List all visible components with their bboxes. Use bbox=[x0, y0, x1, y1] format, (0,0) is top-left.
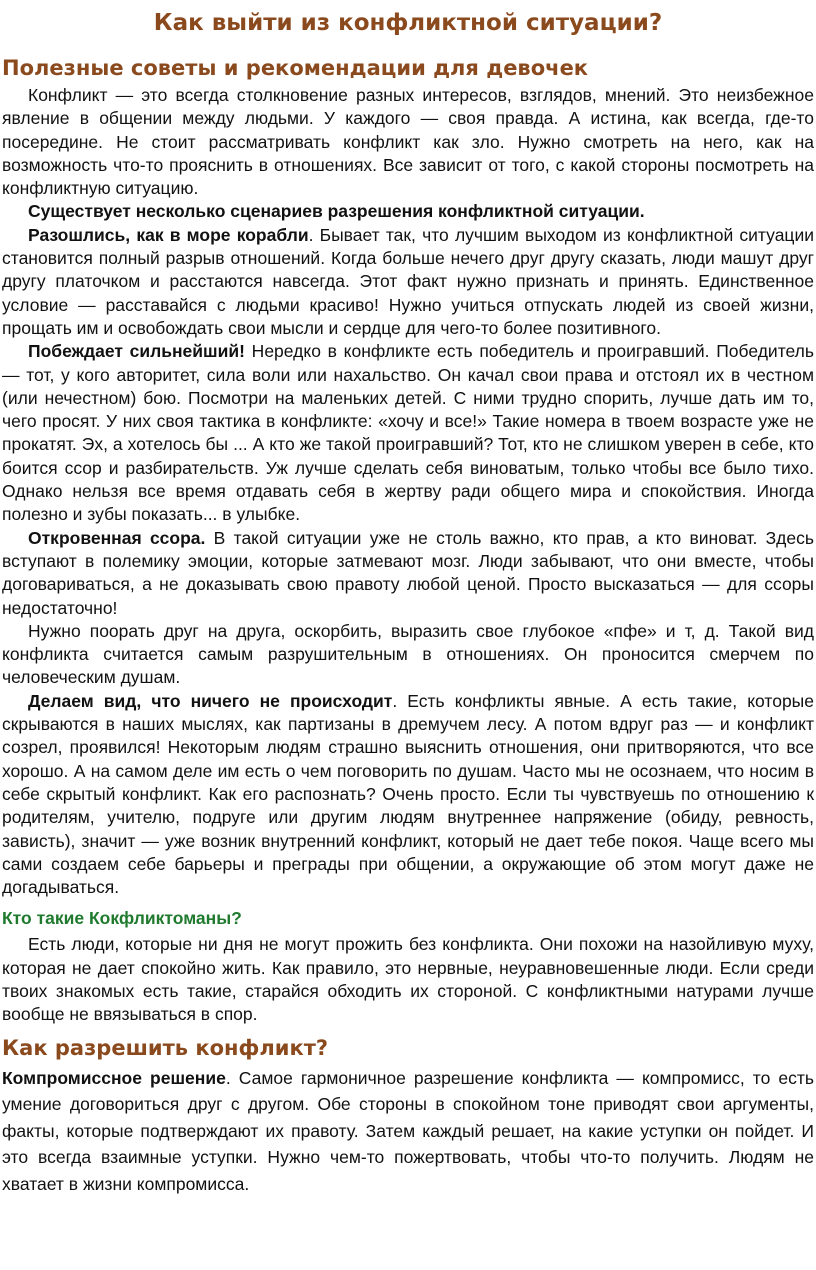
scenarios-lead-text: Существует несколько сценариев разрешения конфликтной ситуации. bbox=[28, 201, 645, 222]
paragraph-scenario-quarrel bbox=[2, 527, 814, 620]
scenario-ships-text: . Бывает так, что лучшим выходом из конфликтной ситуации становится полный разрыв отношений. Когда больше нечего друг другу сказать, люди машут друг другу платочком и расстаются навсегда. Этот факт нужно признать и принять. Единственное условие — расставайся с людьми красиво! Нужно учиться отпускать людей из своей жизни, прощать им и освобождать свои мысли и сердце для чего-то более позитивного. bbox=[2, 224, 814, 338]
paragraph-scenario-ships bbox=[2, 224, 814, 340]
section-heading-tips: Полезные советы и рекомендации для девочек bbox=[2, 56, 589, 80]
scenario-pretend-title: Делаем вид, что ничего не происходит bbox=[28, 690, 393, 711]
paragraph-scenarios-lead bbox=[2, 200, 814, 223]
paragraph-scenario-pretend bbox=[2, 690, 814, 900]
compromise-title: Компромиссное решение bbox=[2, 1067, 226, 1088]
scenario-pretend-text: . Есть конфликты явные. А есть такие, которые скрываются в наших мыслях, как партизаны в дремучем лесу. А потом вдруг раз — и конфликт созрел, проявился! Некоторым людям страшно выяснить отношения, они притворяются, что все хорошо. А на самом деле им есть о чем поговорить по душам. Часто мы не осознаем, что носим в себе скрытый конфликт. Как его распознать? Очень просто. Если ты чувствуешь по отношению к родителям, учителю, подруге или другим людям внутреннее напряжение (обиду, ревность, зависть), значит — уже возник внутренний конфликт, который не дает тебе покоя. Чаще всего мы сами создаем себе барьеры и преграды при общении, а окружающие об этом могут даже не догадываться. bbox=[2, 690, 814, 898]
paragraph-scenario-strongest bbox=[2, 340, 814, 526]
paragraph-intro: Конфликт — это всегда столкновение разных интересов, взглядов, мнений. Это неизбежное явление в общении между людьми. У каждого — своя правда. А истина, как всегда, где-то посередине. Не стоит рассматривать конфликт как зло. Нужно смотреть на него, как на возможность что-то прояснить в отношениях. Все зависит от того, с какой стороны посмотреть на конфликтную ситуацию. bbox=[2, 85, 814, 199]
scenario-ships-title: Разошлись, как в море корабли bbox=[28, 224, 309, 245]
scenario-strongest-text: Нередко в конфликте есть победитель и проигравший. Победитель — тот, у кого авторитет, сила воли или нахальство. Он качал свои права и отстоял их в честном (или нечестном) бою. Посмотри на маленьких детей. С ними трудно спорить, лучше дать им то, чего просят. У них своя тактика в конфликте: «хочу и все!» Такие номера в твоем возрасте уже не прокатят. Эх, а хотелось бы ... А кто же такой проигравший? Тот, кто не слишком уверен в себе, кто боится ссор и разбирательств. Уж лучше сделать себя виноватым, только чтобы все было тихо. Однако нельзя все время отдавать себя в жертву ради общего мира и спокойствия. Иногда полезно и зубы показать... в улыбке. bbox=[2, 341, 814, 525]
section-heading-resolve: Как разрешить конфликт? bbox=[2, 1035, 329, 1060]
scenario-quarrel-title: Откровенная ссора. bbox=[28, 527, 206, 548]
scenario-strongest-title: Побеждает сильнейший! bbox=[28, 341, 245, 362]
paragraph-compromise bbox=[2, 1065, 814, 1198]
compromise-text: . Самое гармоничное разрешение конфликта — компромисс, то есть умение договориться друг с другом. Обе стороны в спокойном тоне приводят свои аргументы, факты, которые подтверждают их правоту. Затем каждый решает, на какие уступки он пойдет. И это всегда взаимные уступки. Нужно чем-то пожертвовать, чтобы что-то получить. Людям не хватает в жизни компромисса. bbox=[2, 1067, 814, 1194]
page-title: Как выйти из конфликтной ситуации? bbox=[153, 10, 663, 36]
section-heading-conflictmaniacs: Кто такие Кокфликтоманы? bbox=[2, 908, 242, 929]
paragraph-scenario-quarrel-more: Нужно поорать друг на друга, оскорбить, выразить свое глубокое «пфе» и т, д. Такой вид конфликта считается самым разрушительным в отношениях. Он проносится смерчем по человеческим душам. bbox=[2, 620, 814, 688]
paragraph-conflictmaniacs: Есть люди, которые ни дня не могут прожить без конфликта. Они похожи на назойливую муху, которая не дает спокойно жить. Как правило, это нервные, неуравновешенные люди. Если среди твоих знакомых есть такие, старайся обходить их стороной. С конфликтными натурами лучше вообще не ввязываться в спор. bbox=[2, 934, 814, 1025]
scenario-quarrel-text: В такой ситуации уже не столь важно, кто прав, а кто виноват. Здесь вступают в полемику эмоции, которые затмевают мозг. Люди забывают, что они вместе, чтобы договариваться, а не доказывать свою правоту любой ценой. Просто высказаться — для ссоры недостаточно! bbox=[2, 527, 814, 618]
